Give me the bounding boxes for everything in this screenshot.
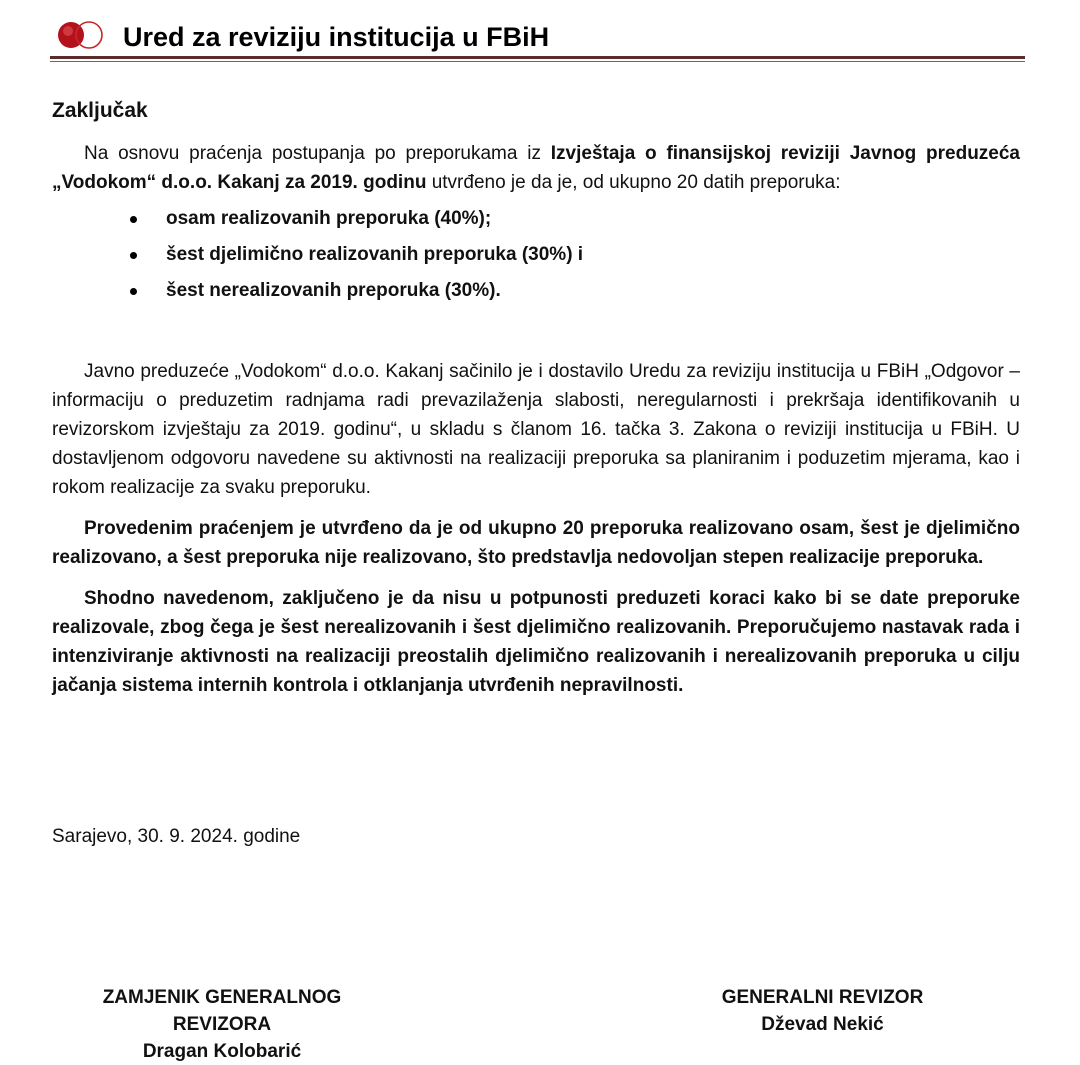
section-title: Zaključak — [52, 99, 148, 122]
list-item — [126, 201, 1020, 237]
bullet-icon — [130, 252, 137, 259]
intro-lead: Na osnovu praćenja postupanja po preporukama iz — [84, 143, 551, 164]
signature-general — [700, 984, 945, 1038]
list-item-text: osam realizovanih preporuka (40%); — [166, 208, 492, 229]
intro-tail: utvrđeno je da je, od ukupno 20 datih preporuka: — [426, 172, 841, 193]
signature-role: GENERALNI REVIZOR — [721, 987, 924, 1008]
bullet-icon — [130, 216, 137, 223]
header-title: Ured za reviziju institucija u FBiH — [123, 22, 550, 52]
signature-role: ZAMJENIK GENERALNOG REVIZORA — [102, 987, 342, 1035]
recommendation-paragraph: Shodno navedenom, zaključeno je da nisu u potpunosti preduzeti koraci kako bi se date preporuke realizovale, zbog čega je šest nerealizovanih i šest djelimično realizovanih. Preporučujemo nastavak rada i intenziviranje aktivnosti na realizaciji preostalih djelimično realizovanih i nerealizovanih preporuka u cilju jačanja sistema internih kontrola i otklanjanja utvrđenih nepravilnosti. — [52, 588, 1020, 696]
header-rule-thin — [50, 61, 1025, 62]
findings-paragraph: Provedenim praćenjem je utvrđeno da je od ukupno 20 preporuka realizovano osam, šest je djelimično realizovano, a šest preporuka nije realizovano, što predstavlja nedovoljan stepen realizacije preporuka. — [52, 518, 1020, 568]
document-body — [52, 96, 1020, 700]
header-rule — [50, 56, 1025, 59]
list-item — [126, 273, 1020, 309]
signature-name: Dževad Nekić — [761, 1014, 884, 1035]
list-item — [126, 237, 1020, 273]
intro-paragraph — [52, 139, 1020, 197]
signature-name: Dragan Kolobarić — [142, 1041, 302, 1062]
institution-logo — [56, 20, 114, 50]
list-item-text: šest nerealizovanih preporuka (30%). — [166, 280, 501, 301]
intro-report-title: Izvještaja o finansijskoj reviziji Javnog preduzeća „Vodokom“ d.o.o. Kakanj za 2019. godinu — [52, 143, 1020, 193]
page-header — [50, 16, 1025, 64]
response-paragraph: Javno preduzeće „Vodokom“ d.o.o. Kakanj sačinilo je i dostavilo Uredu za reviziju institucija u FBiH „Odgovor – informaciju o preduzetim radnjama radi prevazilaženja slabosti, neregularnosti i prekršaja identifikovanih u revizorskom izvještaju za 2019. godinu“, u skladu s članom 16. tačka 3. Zakona o reviziji institucija u FBiH. U dostavljenom odgovoru navedene su aktivnosti na realizaciji preporuka sa planiranim i poduzetim mjerama, kao i rokom realizacije za svaku preporuku. — [52, 361, 1020, 498]
date-line: Sarajevo, 30. 9. 2024. godine — [52, 826, 301, 847]
list-item-text: šest djelimično realizovanih preporuka (30%) i — [166, 244, 584, 265]
signature-deputy — [52, 984, 392, 1065]
recommendation-list — [52, 201, 1020, 309]
bullet-icon — [130, 288, 137, 295]
